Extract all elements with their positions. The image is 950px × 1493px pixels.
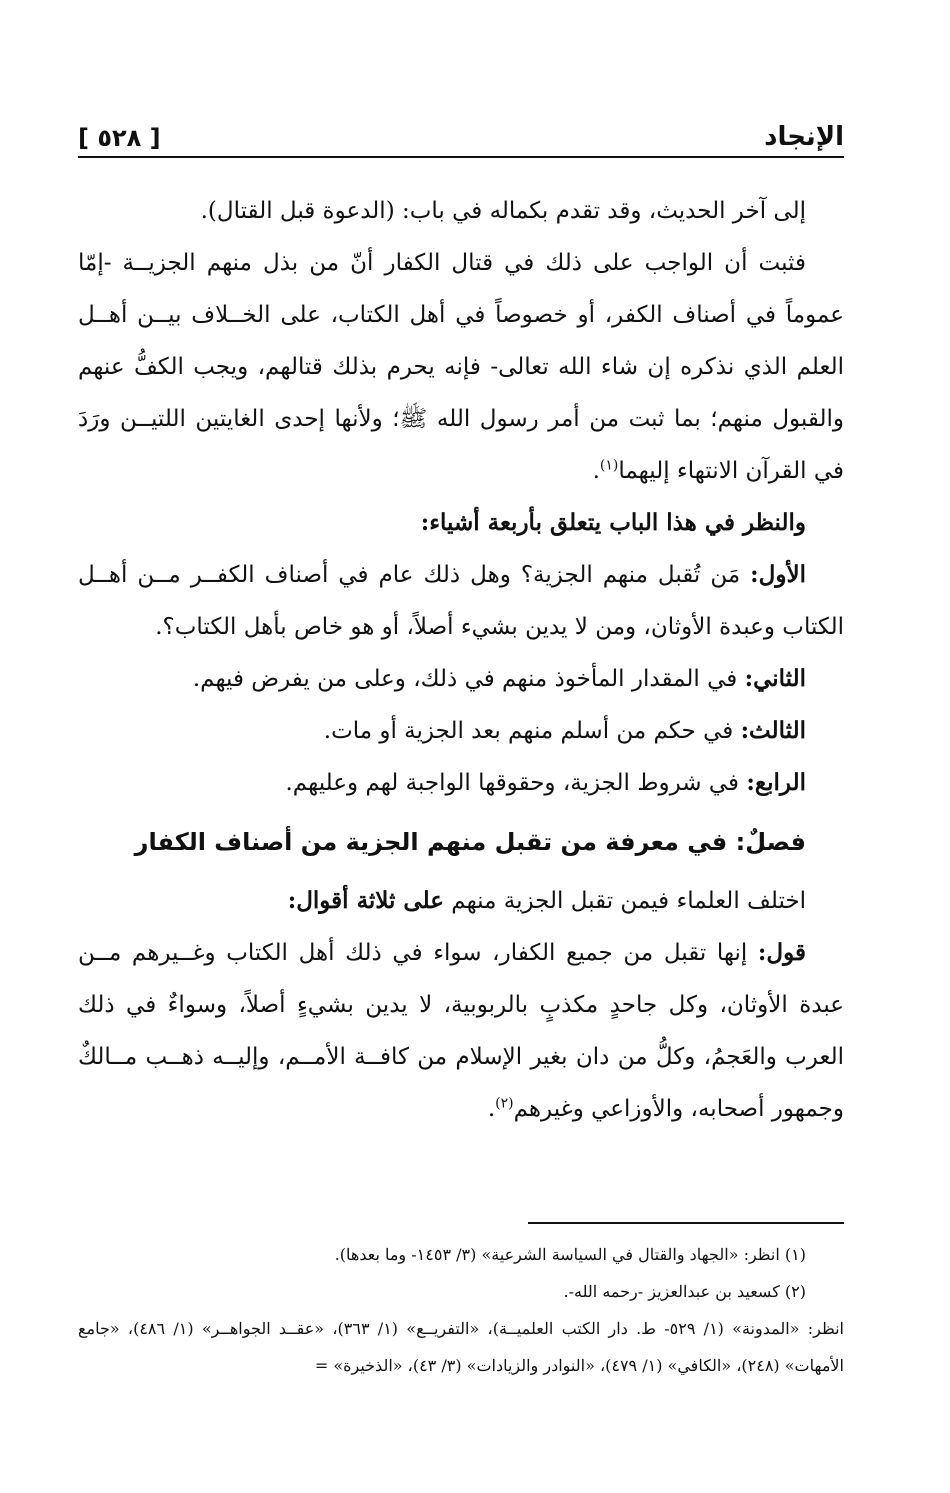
paragraph-5 [78, 653, 844, 705]
paragraph-2 [78, 237, 844, 497]
paragraph-6 [78, 705, 844, 757]
paragraph-2-end: . [592, 458, 600, 484]
paragraph-4-label: الأول: [750, 561, 806, 588]
paragraph-9 [78, 927, 844, 1135]
paragraph-9-end: . [487, 1096, 496, 1122]
footnote-divider [528, 1222, 844, 1224]
paragraph-7 [78, 757, 844, 809]
footnote-1: (١) انظر: «الجهاد والقتال في السياسة الشرعية» (٣/ ١٤٥٣- وما بعدها). [334, 1245, 806, 1264]
footnote-ref-2[interactable]: (٢) [495, 1095, 514, 1112]
paragraph-3: والنظر في هذا الباب يتعلق بأربعة أشياء: [420, 509, 806, 536]
paragraph-8 [78, 875, 844, 927]
running-title: الإنجاد [764, 122, 844, 152]
section-heading: فصلٌ: في معرفة من تقبل منهم الجزية من أصناف الكفار [134, 828, 806, 856]
page-number: [ ٥٢٨ ] [78, 124, 161, 152]
footnotes [78, 1236, 844, 1384]
footnote-3: انظر: «المدونة» (١/ ٥٢٩- ط. دار الكتب العلميــة)، «التفريــع» (١/ ٣٦٣)، «عقــد الجواهــر» (١/ ٤٨٦)، «جامع الأمهات» (٢٤٨)، «الكافي» (١/ ٤٧٩)، «النوادر والزيادات» (٣/ ٤٣)، «الذخيرة» = [78, 1319, 844, 1375]
paragraph-8-text: اختلف العلماء فيمن تقبل الجزية منهم [443, 888, 806, 914]
paragraph-7-label: الرابع: [746, 769, 806, 796]
paragraph-6-text: في حكم من أسلم منهم بعد الجزية أو مات. [323, 718, 741, 744]
paragraph-9-text: إنها تقبل من جميع الكفار، سواء في ذلك أهل الكتاب وغــيرهم مــن عبدة الأوثان، وكل جاحدٍ مكذبٍ بالربوبية، لا يدين بشيءٍ أصلاً، وسواءٌ في ذلك العرب والعَجمُ، وكلُّ من دان بغير الإسلام من كافــة الأمــم، وإليــه ذهــب مــالكٌ وجمهور أصحابه، والأوزاعي وغيرهم [78, 940, 844, 1122]
paragraph-2-text: فثبت أن الواجب على ذلك في قتال الكفار أنّ من بذل منهم الجزيــة -إمّا عموماً في أصناف الكفر، أو خصوصاً في أهل الكتاب، على الخــلاف بيــن أهــل العلم الذي نذكره إن شاء الله تعالى- فإنه يحرم بذلك قتالهم، ويجب الكفُّ عنهم والقبول منهم؛ بما ثبت من أمر رسول الله ﷺ؛ ولأنها إحدى الغايتين اللتيــن ورَدَ في القرآن الانتهاء إليهما [78, 250, 844, 484]
paragraph-9-label: قول: [757, 939, 806, 966]
paragraph-6-label: الثالث: [740, 717, 806, 744]
footnote-2: (٢) كسعيد بن عبدالعزيز -رحمه الله-. [563, 1282, 806, 1301]
main-text [78, 185, 844, 1135]
paragraph-8-bold: على ثلاثة أقوال: [287, 887, 444, 914]
paragraph-5-text: في المقدار المأخوذ منهم في ذلك، وعلى من يفرض فيهم. [192, 666, 745, 692]
page-header [78, 112, 844, 158]
paragraph-1: إلى آخر الحديث، وقد تقدم بكماله في باب: (الدعوة قبل القتال). [200, 198, 806, 224]
footnote-ref-1[interactable]: (١) [599, 457, 619, 474]
paragraph-4-text: مَن تُقبل منهم الجزية؟ وهل ذلك عام في أصناف الكفــر مــن أهــل الكتاب وعبدة الأوثان، ومن لا يدين بشيء أصلاً، أو هو خاص بأهل الكتاب؟. [78, 562, 844, 640]
paragraph-4 [78, 549, 844, 653]
paragraph-7-text: في شروط الجزية، وحقوقها الواجبة لهم وعليهم. [285, 770, 747, 796]
paragraph-5-label: الثاني: [744, 665, 806, 692]
